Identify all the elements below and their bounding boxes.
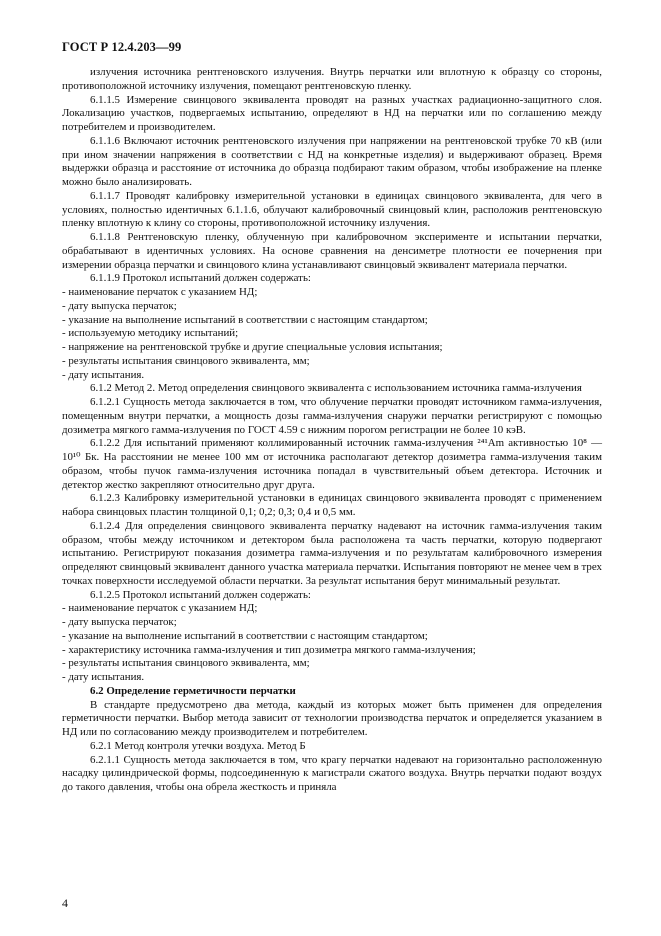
page-number: 4 [62, 896, 68, 910]
paragraph: 6.1.2.4 Для определения свинцового эквивалента перчатку надевают на источник гамма-излучения таким образом, чтобы между источником и детектором была расположена та часть перчатки, которую подвергают испытанию. Регистрируют показания дозиметра гамма-излучения и по результатам калибровочного измерения определяют свинцовый эквивалент данного участка материала перчатки. Испытания повторяют не менее чем в трех точках поверхности исследуемой области перчатки. За результат испытания берут минимальный результат. [62, 519, 602, 587]
paragraph: 6.1.1.9 Протокол испытаний должен содержать: [90, 272, 311, 285]
list-item: - результаты испытания свинцового эквивалента, мм; [62, 657, 310, 670]
paragraph: 6.1.2.5 Протокол испытаний должен содержать: [90, 588, 311, 601]
document-header: ГОСТ Р 12.4.203—99 [62, 40, 182, 54]
list-item: - характеристику источника гамма-излучения и тип дозиметра мягкого гамма-излучения; [62, 643, 476, 656]
list-item: - используемую методику испытаний; [62, 327, 239, 340]
list-item: - результаты испытания свинцового эквивалента, мм; [62, 354, 310, 367]
paragraph: излучения источника рентгеновского излучения. Внутрь перчатки или вплотную к образцу со стороны, противоположной источнику излучения, помещают рентгеновскую пленку. [62, 66, 602, 92]
paragraph: 6.1.1.7 Проводят калибровку измерительной установки в единицах свинцового эквивалента, для чего в условиях, полностью идентичных 6.1.1.6, облучают калибровочный свинцовый клин, расположив рентгеновскую пленку вплотную к клину со стороны, противоположной источнику излучения. [62, 189, 602, 230]
paragraph: 6.1.2.3 Калибровку измерительной установки в единицах свинцового эквивалента проводят с применением набора свинцовых пластин толщиной 0,1; 0,2; 0,3; 0,4 и 0,5 мм. [62, 492, 602, 518]
paragraph: 6.1.1.5 Измерение свинцового эквивалента проводят на разных участках радиационно-защитного слоя. Локализацию участков, подвергаемых испытанию, определяют в НД на перчатки или по соглашению между потребителем и производителем. [62, 93, 602, 133]
body-text [62, 66, 602, 795]
list-item: - напряжение на рентгеновской трубке и другие специальные условия испытания; [62, 341, 443, 353]
paragraph: 6.2.1.1 Сущность метода заключается в том, что крагу перчатки надевают на горизонтально расположенную насадку цилиндрической формы, подсоединенную к магистрали сжатого воздуха. Внутрь перчатки подают воздух до такого давления, чтобы она обрела жесткость и приняла [62, 753, 602, 793]
section-heading: 6.2 Определение герметичности перчатки [90, 684, 296, 697]
list-item: - наименование перчаток с указанием НД; [62, 286, 258, 298]
list-item: - указание на выполнение испытаний в соответствии с настоящим стандартом; [62, 629, 428, 642]
paragraph: 6.1.1.6 Включают источник рентгеновского излучения при напряжении на рентгеновской трубке 70 кВ (или при ином значении напряжения в соответствии с НД на конкретные изделия) и выдерживают образец. Время выдержки образца и расстояние от источника до образца подбирают таким образом, чтобы изображение на пленке можно было анализировать. [62, 134, 602, 188]
list-item: - дату испытания. [62, 671, 145, 683]
paragraph: 6.1.2.2 Для испытаний применяют коллимированный источник гамма-излучения ²⁴¹Am активностью 10⁸ — 10¹⁰ Бк. На расстоянии не менее 100 мм от источника располагают детектор дозиметра гамма-излучения таким образом, чтобы пучок гамма-излучения источника попадал в чувствительный объем детектора. Источник и детектор жестко закрепляют относительно друг друга. [62, 437, 602, 491]
paragraph: В стандарте предусмотрено два метода, каждый из которых может быть применен для определения герметичности перчатки. Выбор метода зависит от технологии производства перчаток и определяется указанием в НД или по согласованию между производителем и потребителем. [62, 698, 602, 738]
list-item: - указание на выполнение испытаний в соответствии с настоящим стандартом; [62, 313, 428, 326]
list-item: - дату выпуска перчаток; [62, 616, 177, 628]
list-item: - наименование перчаток с указанием НД; [62, 602, 258, 615]
list-item: - дату испытания. [62, 368, 145, 381]
list-item: - дату выпуска перчаток; [62, 299, 177, 312]
paragraph: 6.2.1 Метод контроля утечки воздуха. Метод Б [90, 739, 306, 752]
paragraph: 6.1.1.8 Рентгеновскую пленку, облученную при калибровочном эксперименте и испытании перчатки, обрабатывают в идентичных условиях. На основе сравнения на денсиметре плотности ее почернения при измерении образца перчатки и свинцового клина устанавливают свинцовый эквивалент материала перчатки. [62, 231, 602, 271]
paragraph: 6.1.2.1 Сущность метода заключается в том, что облучение перчатки проводят источником гамма-излучения, помещенным внутри перчатки, а мощность дозы гамма-излучения снаружи перчатки регистрируют с помощью дозиметра мягкого гамма-излучения по ГОСТ 4.59 с нижним порогом регистрации не более 10 кэВ. [62, 396, 602, 436]
paragraph: 6.1.2 Метод 2. Метод определения свинцового эквивалента с использованием источника гамма-излучения [90, 382, 582, 395]
